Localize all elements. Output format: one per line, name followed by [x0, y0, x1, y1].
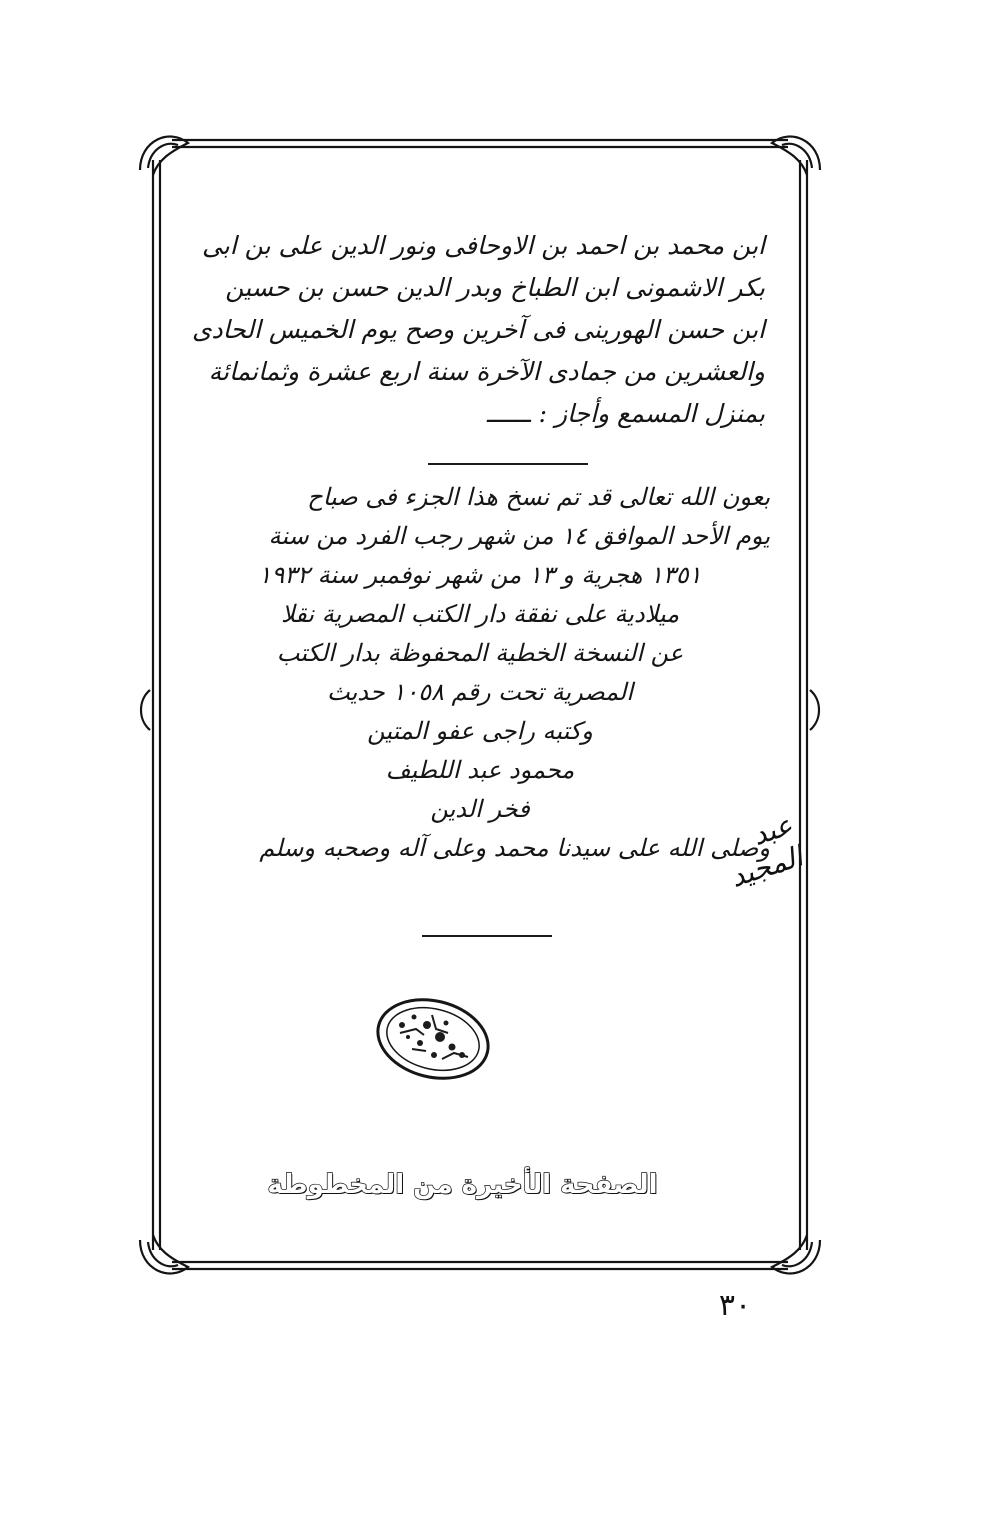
colophon-text [190, 478, 770, 868]
colophon-line: يوم الأحد الموافق ١٤ من شهر رجب الفرد من سنة [268, 522, 770, 550]
manuscript-line: ابن محمد بن احمد بن الاوحافى ونور الدين على بن ابى [201, 231, 765, 260]
colophon-line: محمود عبد اللطيف [385, 756, 575, 784]
separator-rule [428, 463, 588, 465]
colophon-line: ١٣٥١ هجرية و ١٣ من شهر نوفمبر سنة ١٩٣٢ [258, 561, 702, 589]
library-seal-icon [372, 995, 494, 1083]
manuscript-line: والعشرين من جمادى الآخرة سنة اربع عشرة وثمانمائة [208, 357, 765, 386]
separator-rule [422, 935, 552, 937]
colophon-line: عن النسخة الخطية المحفوظة بدار الكتب [276, 639, 684, 667]
manuscript-line: ابن حسن الهورينى فى آخرين وصح يوم الخميس الحادى [191, 315, 765, 344]
colophon-line: المصرية تحت رقم ١٠٥٨ حديث [327, 678, 633, 706]
colophon-line: وكتبه راجى عفو المتين [367, 717, 593, 745]
colophon-line: ميلادية على نفقة دار الكتب المصرية نقلا [280, 600, 680, 628]
manuscript-upper-text [191, 225, 765, 435]
manuscript-line: بمنزل المسمع وأجاز : ــــــ [486, 399, 765, 428]
colophon-line: وصلى الله على سيدنا محمد وعلى آله وصحبه وسلم [259, 834, 770, 862]
colophon-line: بعون الله تعالى قد تم نسخ هذا الجزء فى صباح [307, 483, 770, 511]
colophon-line: فخر الدين [430, 795, 530, 823]
signature: عبد المجيد [726, 808, 807, 894]
manuscript-line: بكر الاشمونى ابن الطباخ وبدر الدين حسن بن حسين [225, 273, 765, 302]
page-number: ٣٠ [718, 1288, 752, 1323]
caption: الصفحة الأخيرة من المخطوطة [267, 1170, 658, 1200]
